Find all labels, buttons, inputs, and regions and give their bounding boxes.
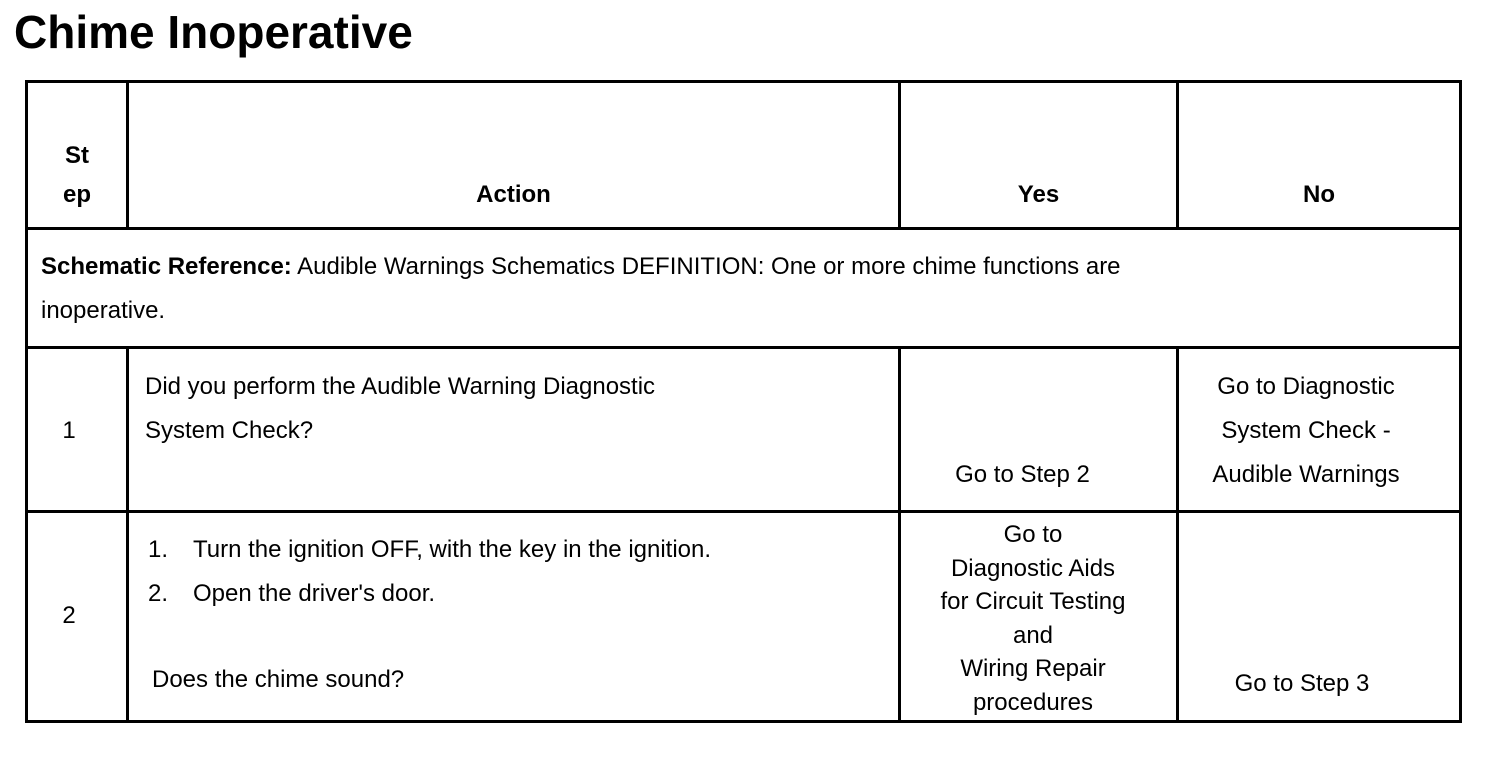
header-action: Action (476, 181, 551, 208)
action-text: Did you perform the Audible Warning Diagnostic System Check? (145, 373, 656, 444)
header-no: No (1303, 181, 1335, 208)
reference-text-cont: inoperative. (41, 297, 166, 324)
header-yes: Yes (1017, 181, 1060, 208)
action-question: Does the chime sound? (152, 666, 405, 693)
header-divider (25, 227, 1462, 230)
instruction-list (148, 528, 711, 616)
yes-result: Go to Step 2 (955, 461, 1090, 488)
step-number: 2 (62, 602, 76, 629)
row-divider (25, 510, 1462, 513)
no-result: Go to Step 3 (1234, 670, 1370, 697)
list-item: 1. Turn the ignition OFF, with the key in the ignition. (148, 536, 712, 563)
reference-divider (25, 346, 1462, 349)
reference-label: Schematic Reference: (41, 253, 292, 280)
page-title: Chime Inoperative (14, 6, 413, 58)
header-step: St ep (62, 142, 91, 208)
reference-text: Audible Warnings Schematics DEFINITION: One or more chime functions are (291, 253, 1121, 280)
no-result: Go to Diagnostic System Check - Audible Warnings (1212, 373, 1400, 488)
yes-result: Go to Diagnostic Aids for Circuit Testing and Wiring Repair procedures (940, 521, 1126, 716)
column-divider (126, 346, 129, 723)
list-item: 2. Open the driver's door. (148, 580, 436, 607)
schematic-reference (41, 245, 1121, 333)
step-number: 1 (62, 417, 76, 444)
